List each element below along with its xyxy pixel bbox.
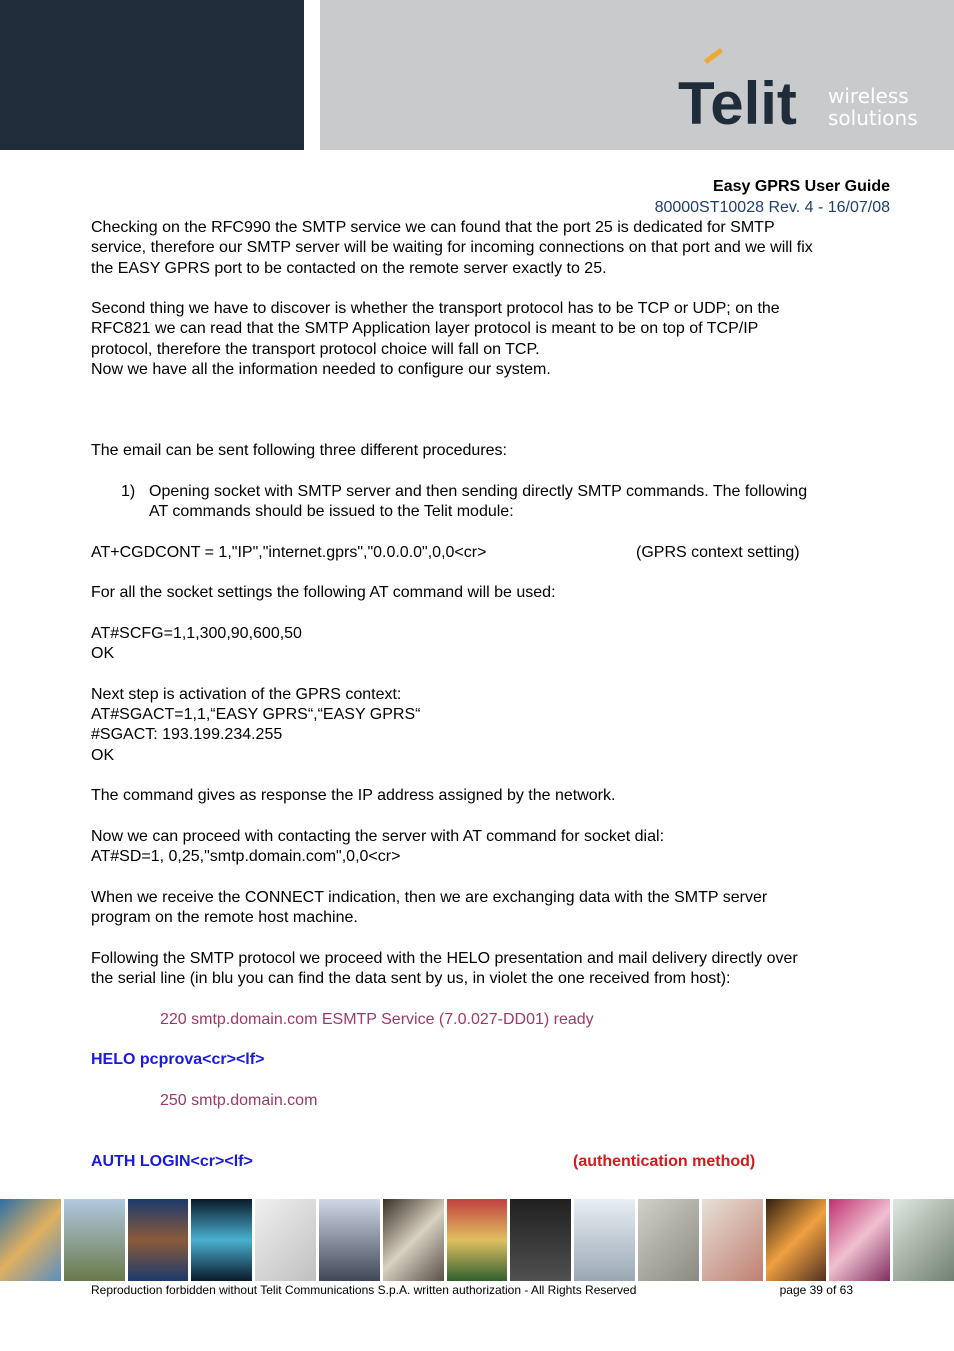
photo-tile bbox=[255, 1199, 316, 1281]
photo-tile bbox=[447, 1199, 508, 1281]
list-item bbox=[91, 482, 891, 523]
at-command: AT+CGDCONT = 1,"IP","internet.gprs","0.0.0.0",0,0<cr> bbox=[91, 543, 487, 561]
photo-tile bbox=[319, 1199, 380, 1281]
paragraph-line: Now we have all the information needed to configure our system. bbox=[91, 361, 551, 379]
command-response: #SGACT: 193.199.234.255 bbox=[91, 726, 283, 744]
at-command: AT#SD=1, 0,25,"smtp.domain.com",0,0<cr> bbox=[91, 848, 401, 866]
document-title: Easy GPRS User Guide bbox=[713, 178, 890, 195]
header-dark-panel bbox=[0, 0, 304, 150]
paragraph-line: The email can be sent following three different procedures: bbox=[91, 442, 507, 460]
command-row bbox=[91, 543, 891, 563]
paragraph-line: Second thing we have to discover is whether the transport protocol has to be TCP or UDP; on the bbox=[91, 300, 780, 318]
paragraph-line: The command gives as response the IP address assigned by the network. bbox=[91, 787, 616, 805]
at-command: AT#SCFG=1,1,300,90,600,50 bbox=[91, 624, 302, 642]
photo-tile bbox=[191, 1199, 252, 1281]
command-note: (authentication method) bbox=[573, 1152, 756, 1170]
sent-command: HELO pcprova<cr><lf> bbox=[91, 1051, 265, 1069]
logo-tagline-2: solutions bbox=[828, 106, 918, 130]
list-item-line: AT commands should be issued to the Telit module: bbox=[149, 503, 514, 521]
command-response: OK bbox=[91, 746, 115, 764]
photo-tile bbox=[64, 1199, 125, 1281]
paragraph-line: When we receive the CONNECT indication, then we are exchanging data with the SMTP server bbox=[91, 888, 768, 906]
photo-tile bbox=[829, 1199, 890, 1281]
page-number: page 39 of 63 bbox=[779, 1283, 853, 1297]
paragraph-line: Next step is activation of the GPRS context: bbox=[91, 685, 402, 703]
paragraph-line: protocol, therefore the transport protocol choice will fall on TCP. bbox=[91, 340, 540, 358]
photo-tile bbox=[128, 1199, 189, 1281]
photo-tile bbox=[0, 1199, 61, 1281]
paragraph-line: the EASY GPRS port to be contacted on the remote server exactly to 25. bbox=[91, 259, 607, 277]
paragraph-line: the serial line (in blu you can find the data sent by us, in violet the one received from host): bbox=[91, 969, 731, 987]
photo-tile bbox=[766, 1199, 827, 1281]
logo-tagline-1: wireless bbox=[828, 84, 909, 108]
sent-command: AUTH LOGIN<cr><lf> bbox=[91, 1152, 253, 1170]
photo-tile bbox=[574, 1199, 635, 1281]
document-revision: 80000ST10028 Rev. 4 - 16/07/08 bbox=[654, 199, 890, 216]
logo-accent-mark bbox=[704, 48, 723, 64]
photo-tile bbox=[510, 1199, 571, 1281]
telit-logo bbox=[676, 48, 928, 130]
footer-photo-strip bbox=[0, 1199, 954, 1281]
command-response: OK bbox=[91, 645, 115, 663]
logo-brand-text: Telit bbox=[678, 70, 797, 130]
paragraph-line: Following the SMTP protocol we proceed with the HELO presentation and mail delivery directly over bbox=[91, 949, 798, 967]
paragraph-line: service, therefore our SMTP server will be waiting for incoming connections on that port and we will fix bbox=[91, 239, 813, 257]
command-note: (GPRS context setting) bbox=[636, 543, 800, 561]
photo-tile bbox=[702, 1199, 763, 1281]
photo-tile bbox=[893, 1199, 954, 1281]
page-footer bbox=[91, 1283, 891, 1297]
host-response: 220 smtp.domain.com ESMTP Service (7.0.027-DD01) ready bbox=[160, 1010, 594, 1028]
list-number: 1) bbox=[121, 482, 136, 500]
paragraph-line: Checking on the RFC990 the SMTP service we can found that the port 25 is dedicated for SMTP bbox=[91, 219, 775, 236]
command-row bbox=[91, 1152, 891, 1172]
host-response: 250 smtp.domain.com bbox=[160, 1091, 318, 1109]
paragraph-line: RFC821 we can read that the SMTP Application layer protocol is meant to be on top of TCP/IP bbox=[91, 320, 759, 338]
copyright-notice: Reproduction forbidden without Telit Communications S.p.A. written authorization - All Rights Reserved bbox=[91, 1283, 637, 1297]
photo-tile bbox=[638, 1199, 699, 1281]
paragraph-line: For all the socket settings the following AT command will be used: bbox=[91, 584, 556, 602]
list-item-line: Opening socket with SMTP server and then sending directly SMTP commands. The following bbox=[149, 482, 808, 500]
paragraph-line: program on the remote host machine. bbox=[91, 909, 358, 927]
photo-tile bbox=[383, 1199, 444, 1281]
paragraph-line: Now we can proceed with contacting the server with AT command for socket dial: bbox=[91, 827, 665, 845]
document-body bbox=[91, 218, 891, 1172]
at-command: AT#SGACT=1,1,“EASY GPRS“,“EASY GPRS“ bbox=[91, 706, 421, 724]
